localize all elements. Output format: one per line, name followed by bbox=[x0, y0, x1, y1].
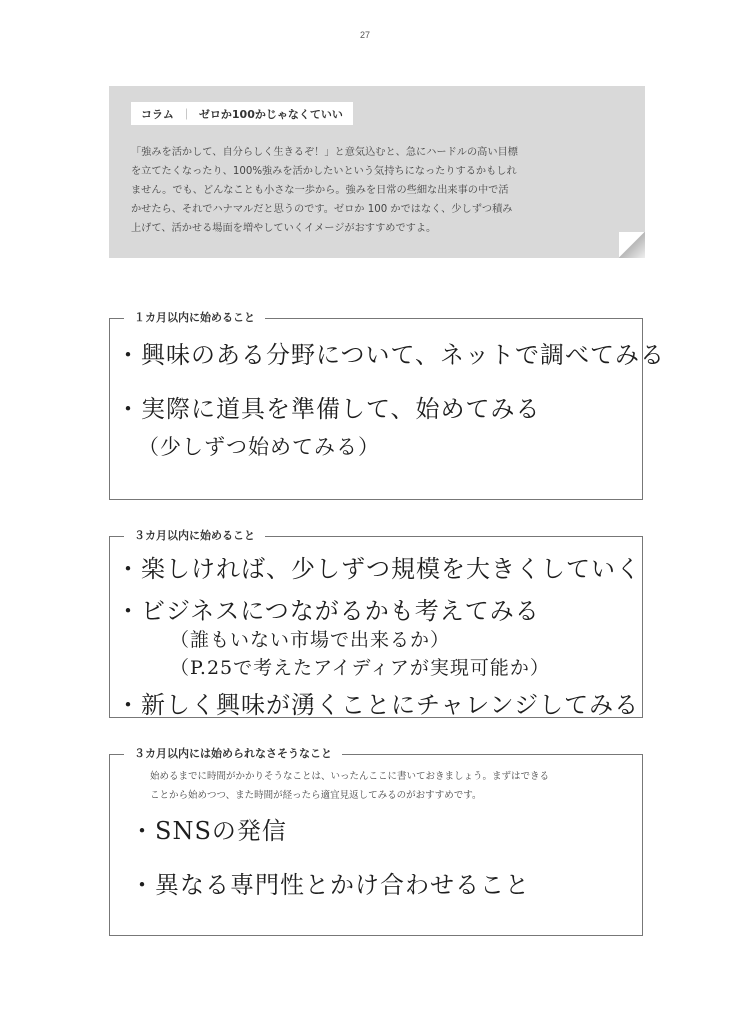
handwritten-item: （誰もいない市場で出来るか） bbox=[170, 629, 451, 651]
handwritten-item: （P.25で考えたアイディアが実現可能か） bbox=[170, 657, 550, 679]
column-label: コラム bbox=[141, 107, 174, 121]
handwritten-item: ・新しく興味が湧くことにチャレンジしてみる bbox=[116, 691, 640, 719]
column-title: ゼロか100かじゃなくていい bbox=[198, 107, 343, 121]
section-heading: ３カ月以内には始められなさそうなこと bbox=[124, 746, 342, 762]
column-body-line: 上げて、活かせる場面を増やしていくイメージがおすすめですよ。 bbox=[131, 223, 437, 234]
column-body-line: ません。でも、どんなことも小さな一歩から。強みを日常の些細な出来事の中で活 bbox=[131, 185, 509, 196]
column-body-line: を立てたくなったり、100%強みを活かしたいという気持ちになったりするかもしれ bbox=[131, 166, 517, 177]
section-note-line: 始めるまでに時間がかかりそうなことは、いったんここに書いておきましょう。まずはできる bbox=[150, 771, 550, 782]
section-three-months bbox=[109, 529, 643, 719]
column-body bbox=[131, 143, 607, 238]
section-heading: ３カ月以内に始めること bbox=[124, 528, 265, 544]
handwritten-item: ・異なる専門性とかけ合わせること bbox=[130, 871, 530, 899]
handwritten-item: ・SNSの発信 bbox=[130, 817, 287, 845]
section-heading: １カ月以内に始めること bbox=[124, 310, 265, 326]
handwritten-item: ・ビジネスにつながるかも考えてみる bbox=[116, 597, 540, 625]
handwritten-item: ・実際に道具を準備して、始めてみる bbox=[116, 395, 541, 423]
page-fold-corner bbox=[619, 232, 645, 258]
column-separator: ｜ bbox=[180, 107, 192, 121]
section-note-line: ことから始めつつ、また時間が経ったら適宜見返してみるのがおすすめです。 bbox=[150, 790, 482, 801]
column-title-badge bbox=[131, 102, 353, 125]
handwritten-item: ・楽しければ、少しずつ規模を大きくしていく bbox=[116, 555, 641, 583]
column-body-line: 「強みを活かして、自分らしく生きるぞ！」と意気込むと、急にハードルの高い目標 bbox=[131, 147, 518, 158]
section-note bbox=[150, 767, 620, 805]
section-later bbox=[109, 747, 643, 936]
handwritten-item: （少しずつ始めてみる） bbox=[138, 435, 380, 459]
section-one-month bbox=[109, 311, 666, 500]
column-body-line: かせたら、それでハナマルだと思うのです。ゼロか 100 かではなく、少しずつ積み bbox=[131, 204, 513, 215]
page-number: 27 bbox=[359, 30, 370, 40]
handwritten-item: ・興味のある分野について、ネットで調べてみる bbox=[116, 341, 666, 369]
column-box bbox=[109, 86, 645, 258]
